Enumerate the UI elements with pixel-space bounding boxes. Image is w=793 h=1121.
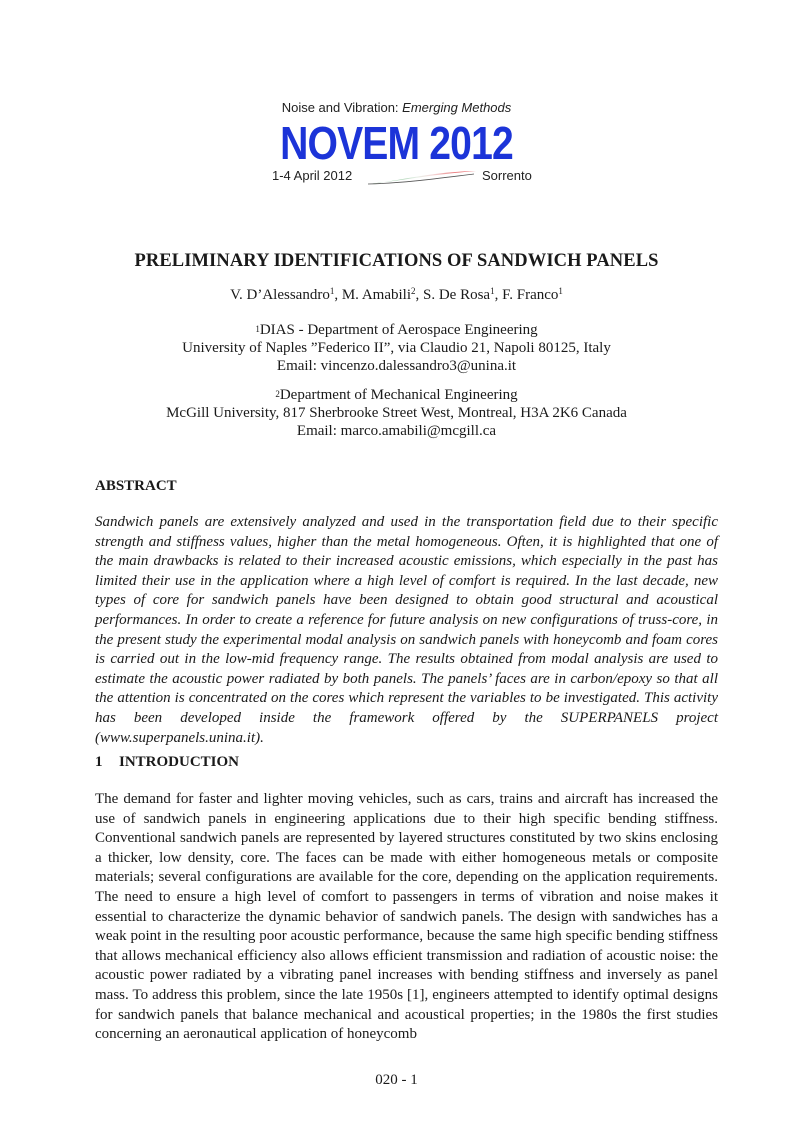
conference-place: Sorrento <box>482 168 532 183</box>
page-number: 020 - 1 <box>375 1072 418 1088</box>
section-number: 1 <box>95 754 103 770</box>
author-name: S. De Rosa <box>423 287 491 303</box>
conference-subtitle <box>0 100 793 116</box>
conference-subtitle-prefix: Noise and Vibration: <box>281 100 403 115</box>
author-name: F. Franco <box>502 287 559 303</box>
abstract-text: Sandwich panels are extensively analyzed and used in the transportation field due to their specific strength and stiffness values, higher than the metal homogeneous. Often, it is highlighted that one of the main drawbacks is related to their increased acoustic emissions, which especially in the past has limited their use in the application where a high level of comfort is required. In the last decade, new types of core for sandwich panels have been designed to obtain good structural and acoustical performances. In order to create a reference for future analysis on new configurations of truss-core, in the present study the experimental modal analysis on sandwich panels with honeycomb and foam cores is carried out in the low-mid frequency range. The results obtained from modal analysis are used to estimate the acoustic power radiated by both panels. The panels’ faces are in carbon/epoxy so that all the attention is concentrated on the cores which represent the variables to be investigated. This activity has been developed inside the framework offered by the SUPERPANELS project (www.superpanels.unina.it). <box>95 514 718 746</box>
conference-date: 1-4 April 2012 <box>272 168 353 183</box>
author-affiliation-mark: 1 <box>490 286 495 296</box>
abstract-heading: ABSTRACT <box>95 478 177 494</box>
affiliation-number: 1 <box>255 324 260 334</box>
affiliation-address: University of Naples ”Federico II”, via Claudio 21, Napoli 80125, Italy <box>182 340 611 356</box>
author-affiliation-mark: 1 <box>329 286 335 296</box>
conference-subtitle-emphasis: Emerging Methods <box>402 100 512 115</box>
paper-title: PRELIMINARY IDENTIFICATIONS OF SANDWICH PANELS <box>134 251 659 271</box>
conference-header <box>0 100 793 188</box>
author-affiliation-mark: 2 <box>411 286 416 296</box>
author-name: M. Amabili <box>341 287 411 303</box>
introduction-text: The demand for faster and lighter moving vehicles, such as cars, trains and aircraft has increased the use of sandwich panels in engineering applications due to their high specific bending stiffness. Conventional sandwich panels are represented by layered structures constituted by two skins enclosing a thicker, low density, core. The faces can be made with either homogeneous metals or composite materials; several configurations are available for the core, depending on the application requirements. The need to ensure a high level of comfort to passengers in terms of vibration and noise makes it essential to characterize the dynamic behavior of sandwich panels. The design with sandwiches has a weak point in the resulting poor acoustic performance, because the same high specific bending stiffness that allows mechanical efficiency also allows efficient transmission and radiation of acoustic noise: the acoustic power radiated by a vibrating panel increases with bending stiffness and inversely as panel mass. To address this problem, since the late 1950s [1], engineers attempted to identify optimal designs for sandwich panels that balance mechanical and acoustical properties; in the 1980s the first studies concerning an aeronautical application of honeycomb <box>95 791 718 1043</box>
affiliation-number: 2 <box>275 389 280 399</box>
italian-flag-swoosh-icon <box>366 170 478 186</box>
section-title: INTRODUCTION <box>119 754 240 770</box>
author-name: V. D’Alessandro <box>230 287 330 303</box>
affiliation-department: $^1$DIAS - Department of Aerospace Engineering <box>255 322 538 338</box>
affiliation-email: Email: marco.amabili@mcgill.ca <box>296 423 497 439</box>
conference-title: NOVEM 2012 <box>280 117 513 169</box>
author-list: V. D’Alessandro$^1$, M. Amabili$^2$, S. De Rosa$^1$, F. Franco$^1$ <box>230 286 563 303</box>
affiliation-department: $^2$Department of Mechanical Engineering <box>275 387 518 403</box>
affiliation-1 <box>0 321 793 375</box>
author-affiliation-mark: 1 <box>558 286 563 296</box>
introduction-heading <box>95 754 239 771</box>
affiliation-address: McGill University, 817 Sherbrooke Street West, Montreal, H3A 2K6 Canada <box>166 405 627 421</box>
affiliation-2 <box>0 386 793 440</box>
conference-date-row <box>0 168 793 188</box>
affiliation-email: Email: vincenzo.dalessandro3@unina.it <box>276 358 517 374</box>
